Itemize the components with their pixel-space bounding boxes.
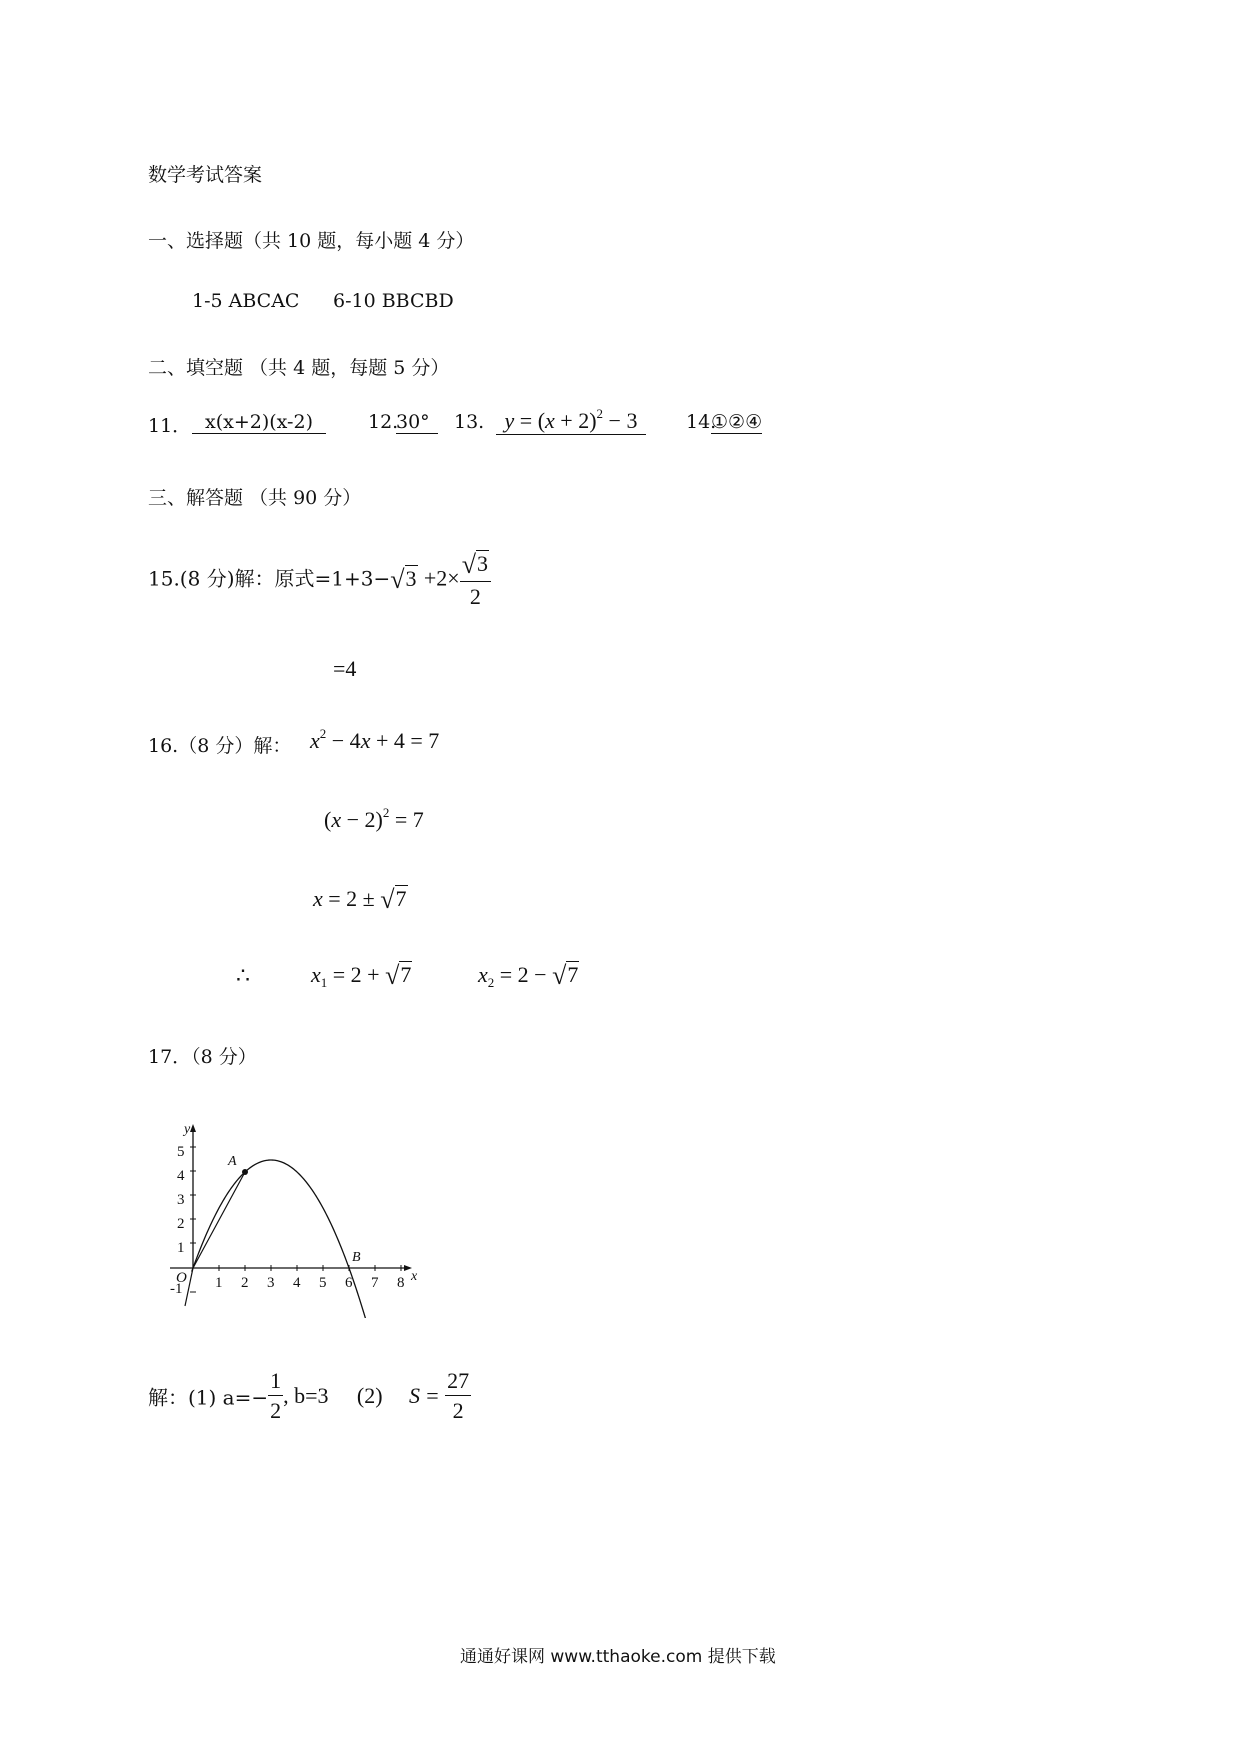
q13-number: 13. — [454, 411, 485, 433]
q17-a-fraction: $\frac{1}{2}$ — [270, 1368, 282, 1423]
chord-oa — [193, 1172, 245, 1268]
parabola-curve — [192, 1160, 366, 1318]
q15-prefix: 15.(8 分)解：原式=1+3− — [148, 566, 391, 591]
q17-s-fraction: $\frac{27}{2}$ — [447, 1368, 470, 1423]
y-tick-neg1: -1 — [170, 1281, 183, 1297]
q15-fraction: $\frac{√3}{2}$ — [460, 550, 491, 610]
parabola-graph — [160, 1118, 430, 1318]
q11-answer: x(x+2)(x-2) — [192, 411, 326, 434]
q12-number: 12. — [368, 411, 399, 433]
q16-root1: $x_1 = 2 + √7$ — [311, 961, 412, 990]
q15-sqrt: √3 — [390, 564, 417, 594]
q11-number: 11． — [148, 415, 192, 437]
y-tick-1: 1 — [177, 1240, 185, 1256]
x-axis-label: x — [411, 1269, 418, 1284]
point-b-label: B — [352, 1250, 361, 1265]
q16-step3: x = 2 ± √7 — [313, 885, 407, 914]
x-tick-8: 8 — [397, 1275, 405, 1291]
q17-s-symbol: S — [408, 1383, 420, 1408]
therefore-symbol: ∴ — [236, 963, 250, 988]
section-2-heading: 二、填空题 （共 4 题，每题 5 分） — [148, 357, 450, 379]
document-title: 数学考试答案 — [148, 164, 263, 186]
point-a — [242, 1169, 248, 1175]
q16-step1: $x^2 - 4x + 4 = 7$ — [310, 726, 440, 753]
y-tick-5: 5 — [177, 1144, 185, 1160]
section-3-heading: 三、解答题 （共 90 分） — [148, 487, 362, 509]
x-tick-2: 2 — [241, 1275, 249, 1291]
y-axis-arrow — [190, 1124, 196, 1132]
q17-equals: = — [426, 1383, 439, 1408]
q17-sol-prefix: 解：(1) a=− — [148, 1385, 269, 1410]
q14-number: 14. — [686, 411, 717, 433]
y-axis-label: y — [184, 1122, 191, 1137]
q17-heading: 17．（8 分） — [148, 1046, 257, 1068]
x-tick-4: 4 — [293, 1275, 301, 1291]
q16-root2: $x_2 = 2 - √7$ — [478, 961, 579, 990]
q15-line — [148, 550, 491, 610]
origin-label: O — [176, 1270, 187, 1286]
x-tick-5: 5 — [319, 1275, 327, 1291]
answers-1-5: 1-5 ABCAC — [192, 290, 300, 312]
point-a-label: A — [228, 1154, 237, 1169]
q15-mid: +2× — [423, 565, 460, 591]
y-tick-4: 4 — [177, 1168, 185, 1184]
y-tick-2: 2 — [177, 1216, 185, 1232]
q17-solution — [148, 1368, 471, 1424]
q12-answer: 30° — [396, 411, 438, 434]
q16-prefix: 16.（8 分）解： — [148, 735, 292, 757]
footer-text: 通通好课网 www.tthaoke.com 提供下载 — [460, 1647, 776, 1667]
x-tick-3: 3 — [267, 1275, 275, 1291]
section-1-heading: 一、选择题（共 10 题，每小题 4 分） — [148, 230, 475, 252]
x-tick-7: 7 — [371, 1275, 379, 1291]
x-tick-6: 6 — [345, 1275, 353, 1291]
q15-result: =4 — [333, 656, 357, 681]
y-tick-3: 3 — [177, 1192, 185, 1208]
answers-6-10: 6-10 BBCBD — [333, 290, 454, 312]
q13-answer: $y = (x + 2)^2 - 3$ — [496, 406, 646, 435]
q17-part2-label: (2) — [356, 1383, 383, 1408]
q16-step2: $(x - 2)^2 = 7$ — [324, 805, 424, 832]
q17-b-value: , b=3 — [283, 1383, 329, 1408]
q14-answer: ①②④ — [711, 411, 763, 433]
x-tick-1: 1 — [215, 1275, 223, 1291]
